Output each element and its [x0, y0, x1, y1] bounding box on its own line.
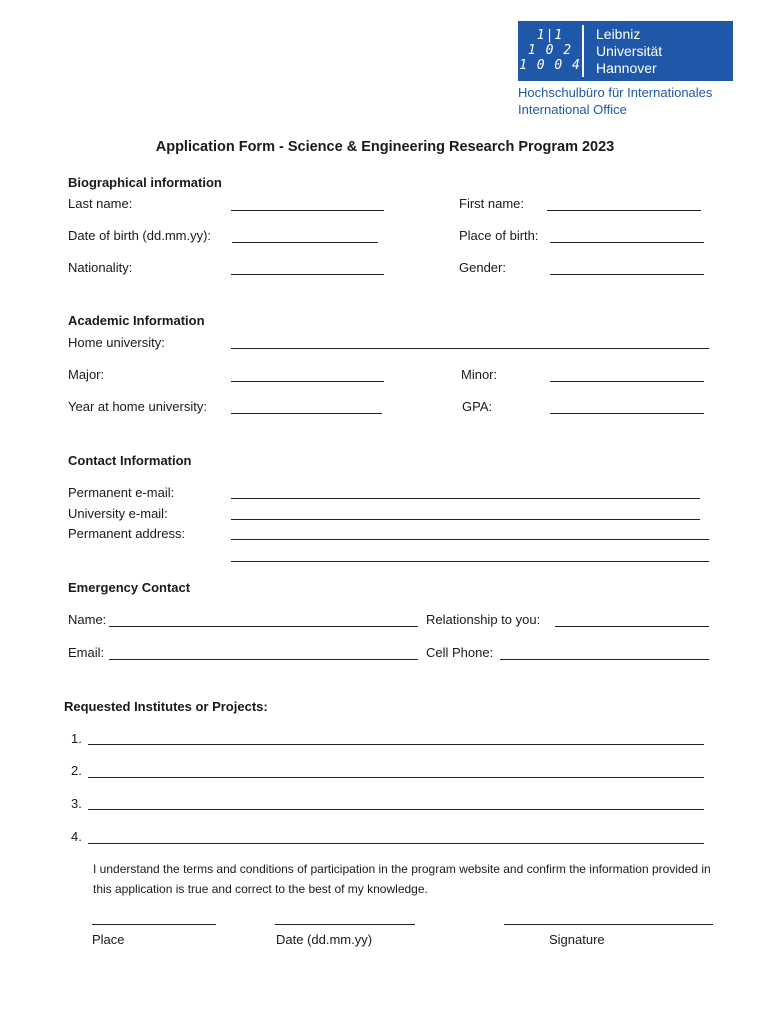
project-number-3: 3.: [71, 796, 82, 811]
logo-name-line: Hannover: [596, 60, 657, 76]
dob-field[interactable]: [232, 242, 378, 243]
project-number-1: 1.: [71, 731, 82, 746]
emergency-name-label: Name:: [68, 612, 107, 627]
university-logo: [518, 21, 733, 81]
university-email-field[interactable]: [231, 519, 700, 520]
nationality-label: Nationality:: [68, 260, 133, 275]
logo-name-line: Universität: [596, 43, 663, 59]
page-title: Application Form - Science & Engineering Research Program 2023: [155, 139, 615, 155]
first-name-field[interactable]: [547, 210, 701, 211]
section-heading-academic: Academic Information: [68, 313, 205, 328]
permanent-email-field[interactable]: [231, 498, 700, 499]
section-heading-bio: Biographical information: [68, 175, 222, 190]
gender-label: Gender:: [459, 260, 506, 275]
emergency-email-label: Email:: [68, 645, 105, 660]
office-name: [518, 84, 712, 118]
year-label: Year at home university:: [68, 399, 207, 414]
logo-name-line: Leibniz: [596, 26, 641, 42]
major-label: Major:: [68, 367, 105, 382]
logo-divider: [582, 25, 584, 77]
cell-phone-label: Cell Phone:: [426, 645, 494, 660]
last-name-field[interactable]: [231, 210, 384, 211]
emergency-email-field[interactable]: [109, 659, 418, 660]
project-field-2[interactable]: [88, 777, 704, 778]
minor-field[interactable]: [550, 381, 704, 382]
logo-mark-row: 1|1: [536, 28, 564, 43]
permanent-address-field-line2[interactable]: [231, 561, 709, 562]
permanent-address-label: Permanent address:: [68, 526, 186, 541]
university-email-label: University e-mail:: [68, 506, 168, 521]
project-field-1[interactable]: [88, 744, 704, 745]
home-university-label: Home university:: [68, 335, 165, 350]
cell-phone-field[interactable]: [500, 659, 709, 660]
major-field[interactable]: [231, 381, 384, 382]
section-heading-contact: Contact Information: [68, 453, 192, 468]
logo-name: [596, 26, 662, 77]
date-label: Date (dd.mm.yy): [276, 932, 373, 947]
home-university-field[interactable]: [231, 348, 709, 349]
nationality-field[interactable]: [231, 274, 384, 275]
signature-field[interactable]: [504, 924, 713, 925]
emergency-name-field[interactable]: [109, 626, 418, 627]
relationship-field[interactable]: [555, 626, 709, 627]
relationship-label: Relationship to you:: [426, 612, 541, 627]
project-number-4: 4.: [71, 829, 82, 844]
permanent-address-field-line1[interactable]: [231, 539, 709, 540]
place-label: Place: [92, 932, 125, 947]
last-name-label: Last name:: [68, 196, 133, 211]
logo-mark-row: 1 0 2: [527, 43, 573, 58]
project-field-4[interactable]: [88, 843, 704, 844]
first-name-label: First name:: [459, 196, 525, 211]
project-field-3[interactable]: [88, 809, 704, 810]
minor-label: Minor:: [461, 367, 498, 382]
place-of-birth-label: Place of birth:: [459, 228, 539, 243]
place-of-birth-field[interactable]: [550, 242, 704, 243]
office-line: Hochschulbüro für Internationales: [518, 85, 713, 100]
declaration-text: I understand the terms and conditions of participation in the program website and confirm the information provided in this application is true and correct to the best of my knowledge.: [93, 862, 711, 896]
section-heading-requested: Requested Institutes or Projects:: [64, 699, 268, 714]
year-field[interactable]: [231, 413, 382, 414]
gender-field[interactable]: [550, 274, 704, 275]
place-field[interactable]: [92, 924, 216, 925]
project-number-2: 2.: [71, 763, 82, 778]
permanent-email-label: Permanent e-mail:: [68, 485, 175, 500]
dob-label: Date of birth (dd.mm.yy):: [68, 228, 212, 243]
logo-mark-row: 1 0 0 4: [519, 58, 581, 73]
office-line: International Office: [518, 102, 627, 117]
section-heading-emergency: Emergency Contact: [68, 580, 191, 595]
date-field[interactable]: [275, 924, 415, 925]
signature-label: Signature: [549, 932, 605, 947]
gpa-label: GPA:: [462, 399, 493, 414]
gpa-field[interactable]: [550, 413, 704, 414]
logo-mark: [518, 21, 582, 81]
